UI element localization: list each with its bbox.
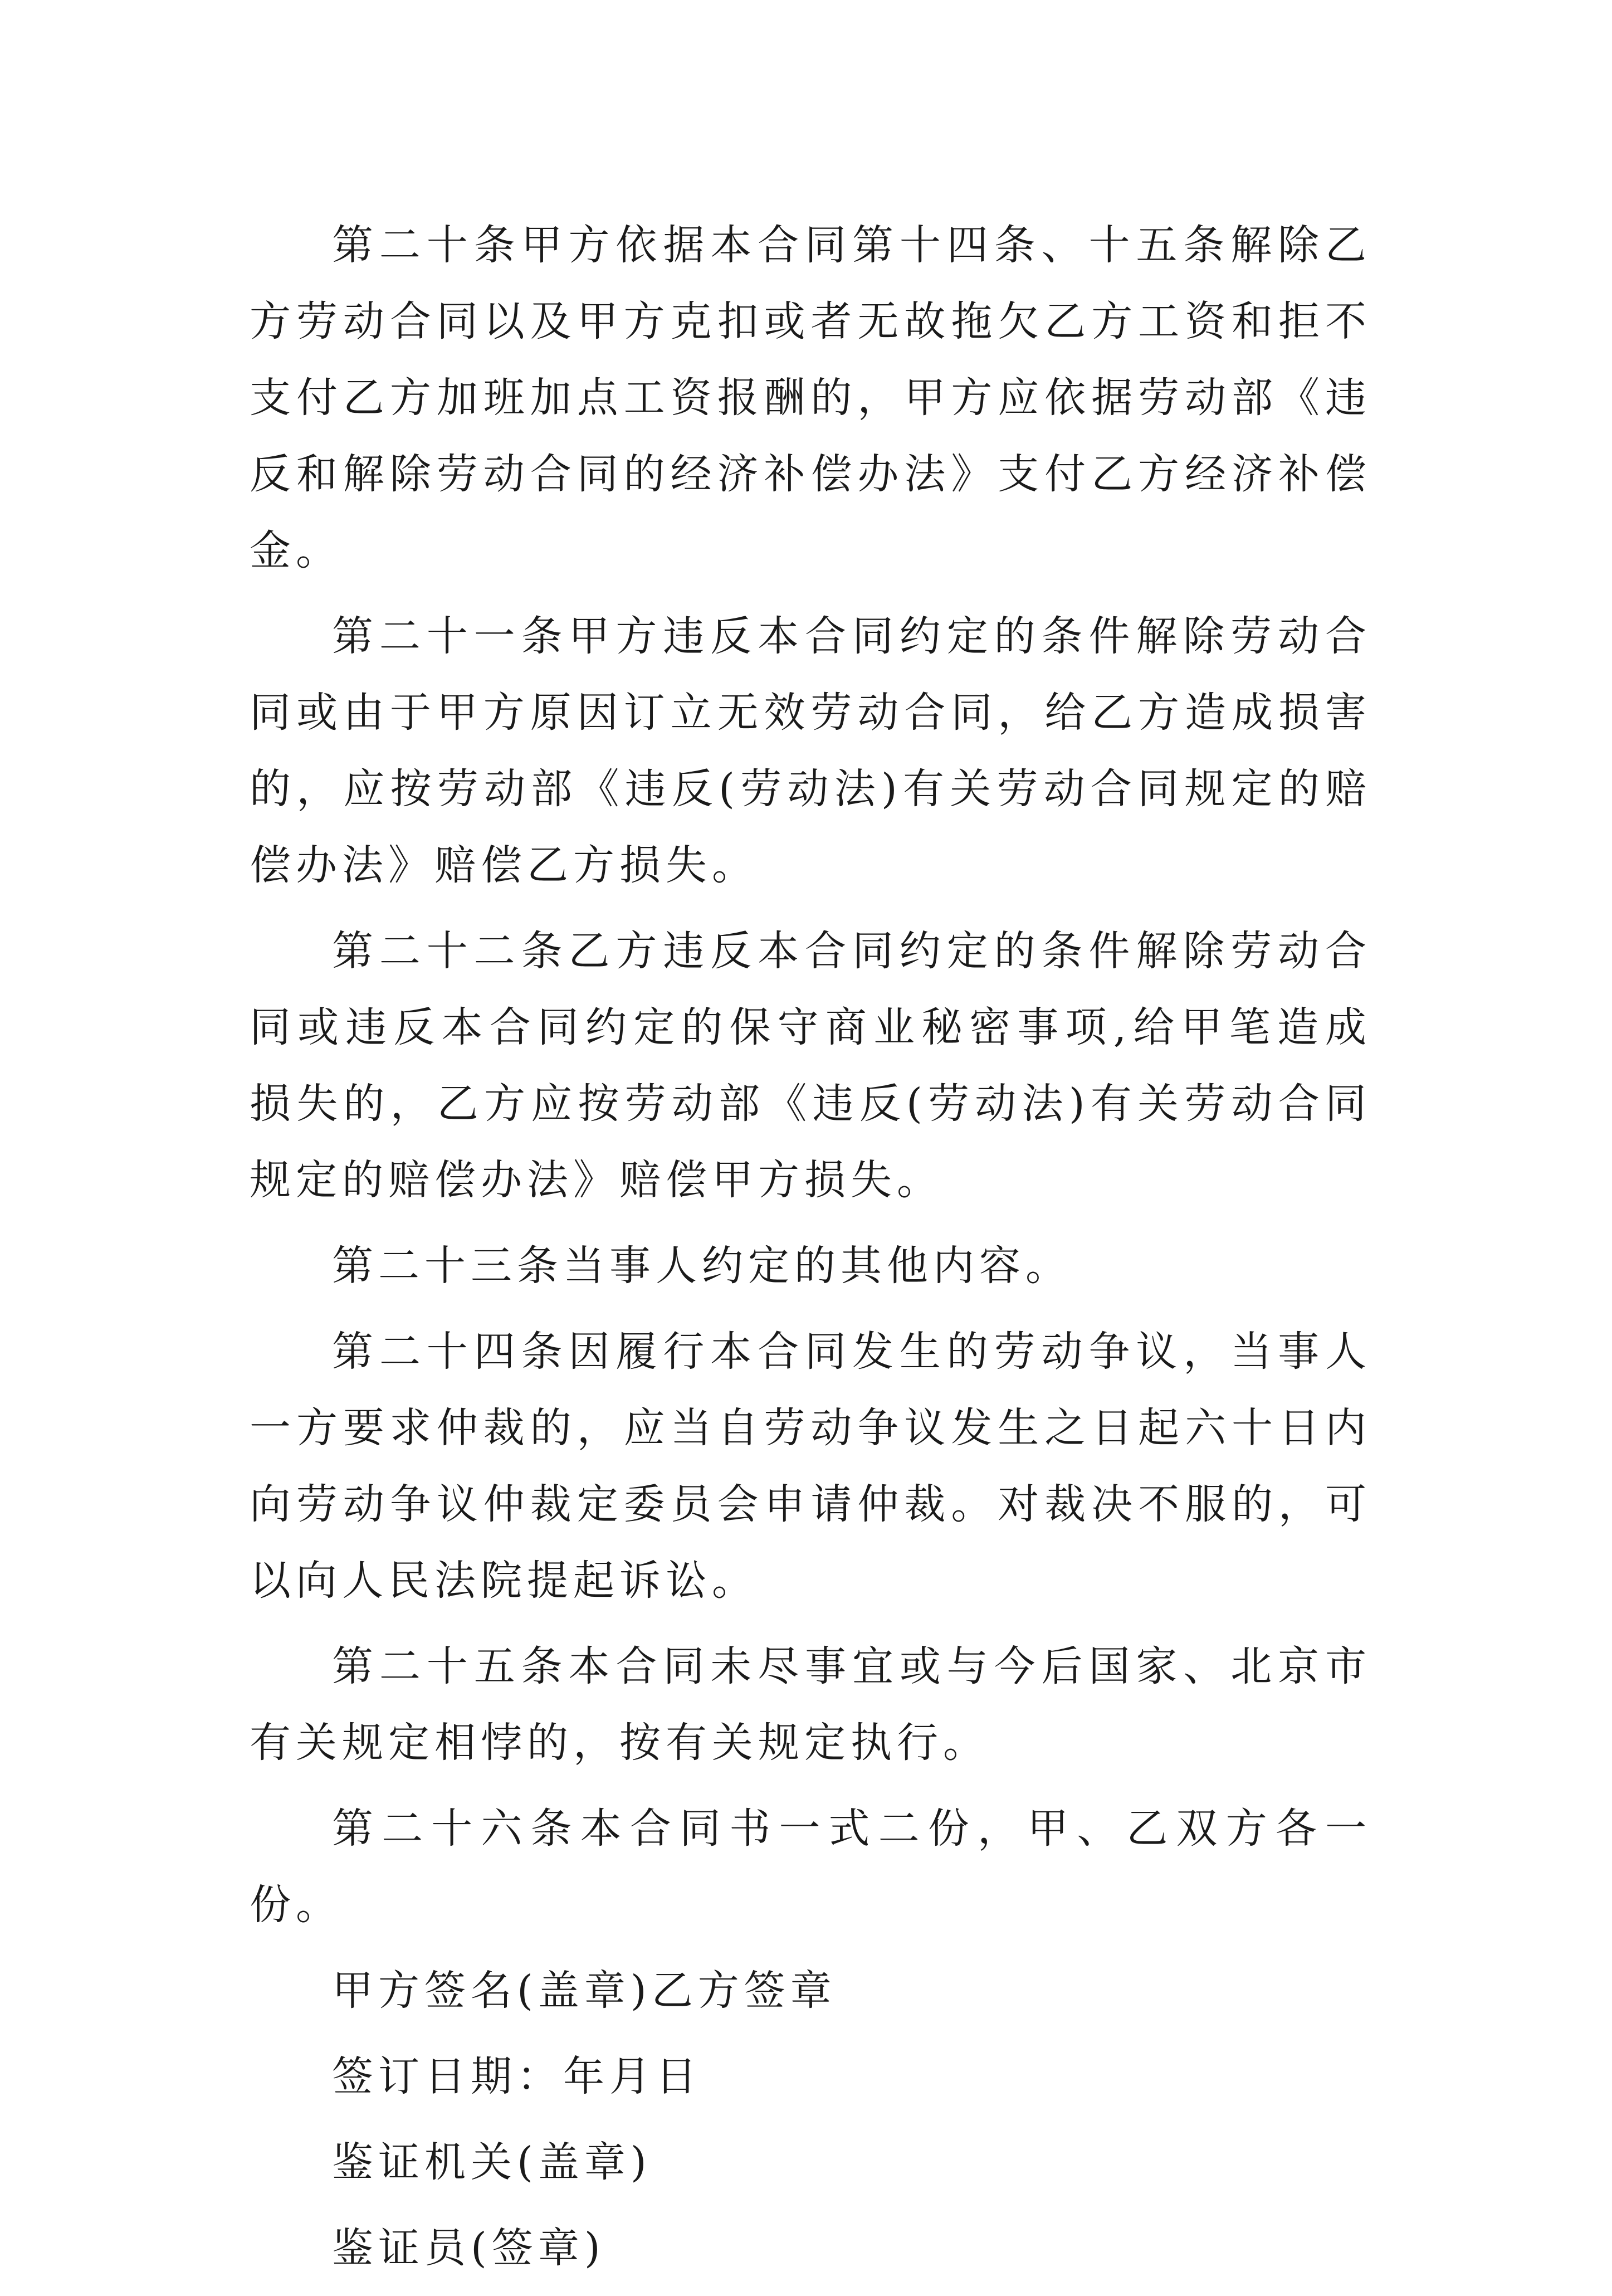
article-26: 第二十六条本合同书一式二份，甲、乙双方各一份。 [250, 1805, 1371, 1929]
authority-seal-line: 鉴证机关(盖章) [332, 2138, 652, 2186]
article-25: 第二十五条本合同未尽事宜或与今后国家、北京市有关规定相悖的，按有关规定执行。 [250, 1642, 1371, 1767]
party-signature-line: 甲方签名(盖章)乙方签章 [332, 1967, 837, 2015]
contract-body [250, 207, 1371, 2296]
signing-date-line: 签订日期：年月日 [332, 2053, 702, 2100]
article-21: 第二十一条甲方违反本合同约定的条件解除劳动合同或由于甲方原因订立无效劳动合同，给乙方造成损害的，应按劳动部《违反(劳动法)有关劳动合同规定的赔偿办法》赔偿乙方损失。 [250, 612, 1371, 889]
article-22: 第二十二条乙方违反本合同约定的条件解除劳动合同或违反本合同约定的保守商业秘密事项,给甲笔造成损失的，乙方应按劳动部《违反(劳动法)有关劳动合同规定的赔偿办法》赔偿甲方损失。 [250, 927, 1371, 1204]
article-23: 第二十三条当事人约定的其他内容。 [332, 1242, 1072, 1290]
article-24: 第二十四条因履行本合同发生的劳动争议，当事人一方要求仲裁的，应当自劳动争议发生之日起六十日内向劳动争议仲裁定委员会申请仲裁。对裁决不服的，可以向人民法院提起诉讼。 [250, 1328, 1371, 1605]
article-20: 第二十条甲方依据本合同第十四条、十五条解除乙方劳动合同以及甲方克扣或者无故拖欠乙方工资和拒不支付乙方加班加点工资报酬的，甲方应依据劳动部《违反和解除劳动合同的经济补偿办法》支付乙方经济补偿金。 [250, 221, 1371, 574]
officer-signature-line: 鉴证员(签章) [332, 2224, 605, 2272]
